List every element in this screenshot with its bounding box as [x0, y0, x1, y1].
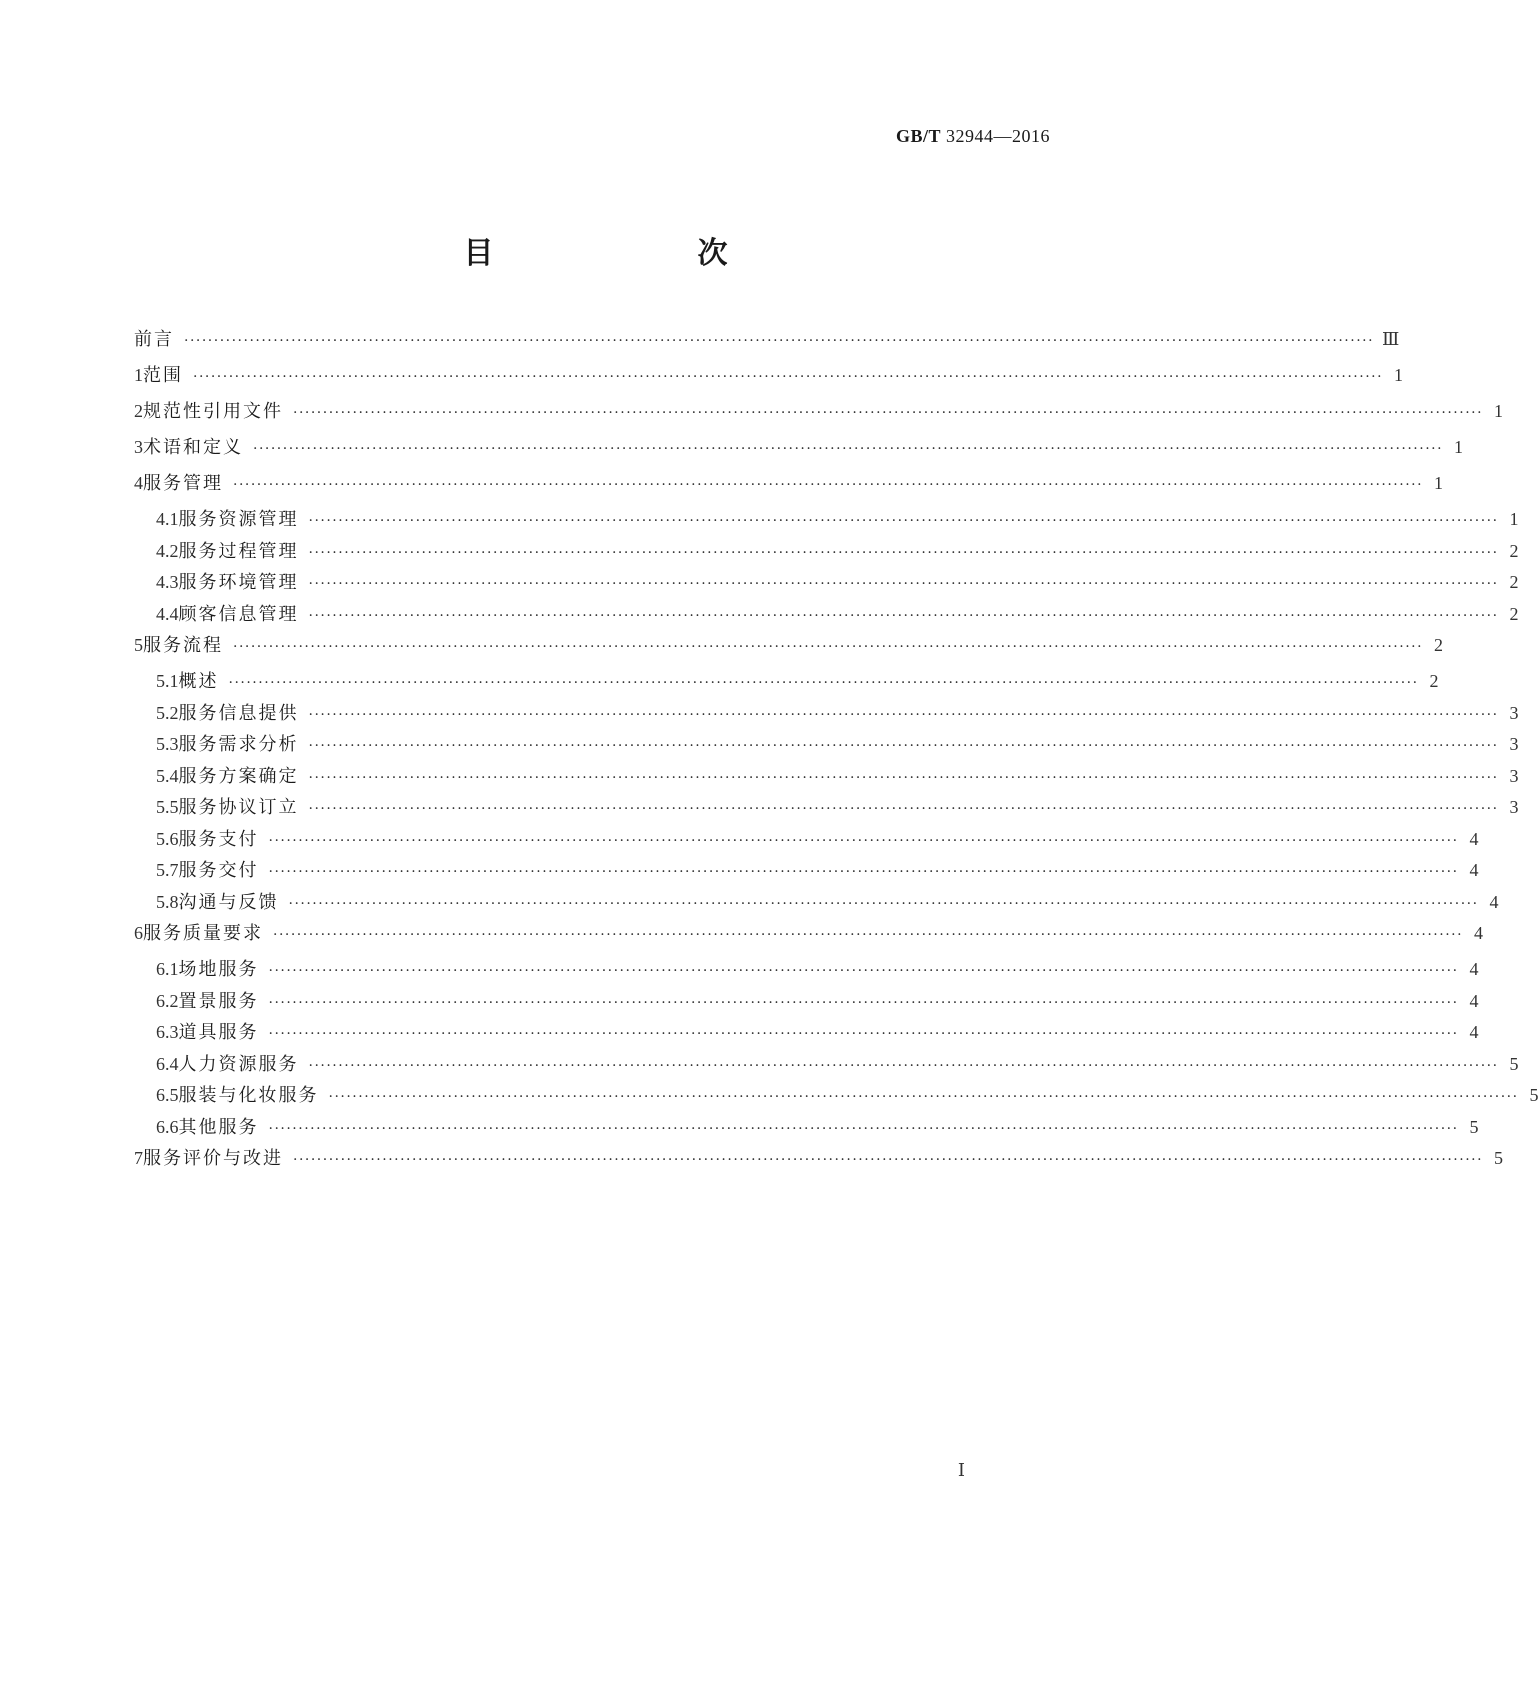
- toc-entry[interactable]: [134, 603, 1519, 635]
- dot-leader: ········································································································································································································: [268, 864, 1459, 880]
- toc-entry-label: 前言: [134, 329, 174, 350]
- dot-leader: ········································································································································································································: [253, 441, 1444, 457]
- toc-entry-number: 6.4: [156, 1053, 179, 1074]
- toc-entry[interactable]: [134, 891, 1499, 923]
- dot-leader: ········································································································································································································: [308, 544, 1499, 561]
- toc-entry[interactable]: [134, 922, 1484, 958]
- toc-entry-page: 4: [1489, 891, 1499, 912]
- toc-entry-number: 5: [134, 635, 143, 655]
- toc-entry[interactable]: [134, 540, 1519, 572]
- toc-entry-label: 道具服务: [178, 1022, 259, 1043]
- toc-entry-number: 5.3: [156, 734, 179, 754]
- toc-entry-number: 6.3: [156, 1022, 179, 1042]
- toc-entry-label: 规范性引用文件: [143, 401, 283, 422]
- toc-entry-page: 2: [1509, 603, 1519, 624]
- dot-leader: ········································································································································································································: [228, 675, 1419, 691]
- toc-entry[interactable]: [134, 733, 1519, 765]
- toc-entry-page: 3: [1509, 797, 1519, 817]
- toc-entry-label: 服务过程管理: [178, 540, 299, 562]
- dot-leader: ········································································································································································································: [308, 1057, 1499, 1074]
- toc-entry[interactable]: [134, 828, 1479, 860]
- toc-entry-label: 服务管理: [143, 473, 223, 494]
- toc-entry[interactable]: [134, 1053, 1519, 1085]
- toc-entry-page: 1: [1509, 509, 1519, 529]
- toc-entry-label: 服务资源管理: [178, 509, 299, 530]
- toc-entry[interactable]: [134, 1116, 1479, 1148]
- toc-entry[interactable]: [134, 508, 1519, 540]
- dot-leader: ········································································································································································································: [268, 963, 1459, 979]
- toc-entry-label: 术语和定义: [143, 437, 243, 458]
- toc-entry-page: 1: [1434, 473, 1444, 493]
- toc-entry-page: 4: [1474, 923, 1484, 943]
- dot-leader: ········································································································································································································: [328, 1089, 1519, 1105]
- dot-leader: ········································································································································································································: [293, 1152, 1484, 1168]
- toc-entry-number: 4.3: [156, 572, 179, 592]
- dot-leader: ········································································································································································································: [308, 738, 1499, 754]
- toc-entry-number: 4.1: [156, 509, 179, 529]
- toc-entry-label: 服务环境管理: [178, 572, 299, 593]
- standard-prefix: GB/T: [895, 126, 941, 146]
- toc-entry-number: 3: [134, 437, 143, 457]
- toc-entry[interactable]: [134, 1084, 1539, 1116]
- toc-entry[interactable]: [134, 400, 1504, 436]
- toc-entry-label: 服务流程: [143, 635, 223, 656]
- dot-leader: ········································································································································································································: [293, 405, 1484, 421]
- toc-entry-label: 人力资源服务: [178, 1053, 299, 1075]
- toc-entry-label: 范围: [143, 365, 183, 386]
- toc-entry-page: 2: [1509, 572, 1519, 592]
- toc-entry[interactable]: [134, 796, 1519, 828]
- dot-leader: ········································································································································································································: [268, 832, 1459, 849]
- toc-entry-number: 2: [134, 401, 143, 421]
- toc-entry-label: 服务交付: [178, 860, 259, 881]
- toc-entry-page: 4: [1469, 828, 1479, 849]
- dot-leader: ········································································································································································································: [233, 477, 1424, 493]
- dot-leader: ········································································································································································································: [268, 994, 1459, 1011]
- toc-entry[interactable]: [134, 990, 1479, 1022]
- toc-entry-number: 7: [134, 1148, 143, 1168]
- toc-entry-label: 场地服务: [178, 959, 259, 980]
- toc-entry-page: 5: [1494, 1148, 1504, 1168]
- toc-entry-page: 2: [1429, 671, 1439, 691]
- toc-entry-number: 4.2: [156, 540, 179, 561]
- toc-entry[interactable]: [134, 571, 1519, 603]
- toc-entry-label: 服装与化妆服务: [178, 1085, 319, 1106]
- standard-code: [896, 126, 1050, 147]
- toc-entry-number: 5.4: [156, 765, 179, 786]
- toc-entry-page: 2: [1434, 635, 1444, 655]
- page-number: Ⅰ: [957, 1460, 965, 1480]
- toc-entry-number: 5.5: [156, 797, 179, 817]
- toc-entry-page: 5: [1529, 1085, 1539, 1105]
- toc-entry-number: 5.8: [156, 891, 179, 912]
- toc-entry-label: 其他服务: [178, 1116, 259, 1138]
- toc-entry-label: 顾客信息管理: [178, 603, 299, 625]
- toc-entry-number: 5.1: [156, 671, 179, 691]
- toc-entry-number: 6.1: [156, 959, 179, 979]
- toc-entry[interactable]: [134, 364, 1404, 400]
- toc-entry-page: 3: [1509, 734, 1519, 754]
- toc-entry-page: 4: [1469, 860, 1479, 880]
- dot-leader: ········································································································································································································: [268, 1026, 1459, 1042]
- dot-leader: ········································································································································································································: [308, 769, 1499, 786]
- toc-entry[interactable]: [134, 859, 1479, 891]
- toc-entry-label: 服务质量要求: [143, 923, 263, 944]
- toc-entry-label: 概述: [178, 671, 219, 692]
- dot-leader: ········································································································································································································: [268, 1120, 1459, 1137]
- dot-leader: ········································································································································································································: [233, 639, 1424, 655]
- toc-entry-label: 沟通与反馈: [178, 891, 279, 913]
- toc-entry-page: 1: [1494, 401, 1504, 421]
- toc-entry-page: 4: [1469, 959, 1479, 979]
- dot-leader: ········································································································································································································: [308, 801, 1499, 817]
- toc-entry-number: 6.6: [156, 1116, 179, 1137]
- toc-entry-page: 2: [1509, 540, 1519, 561]
- dot-leader: ········································································································································································································: [308, 576, 1499, 592]
- toc-entry-number: 6.2: [156, 990, 179, 1011]
- toc-entry-number: 1: [134, 365, 143, 385]
- toc-entry-label: 服务评价与改进: [143, 1148, 283, 1169]
- toc-entry-label: 服务方案确定: [178, 765, 299, 787]
- toc-entry-page: 1: [1454, 437, 1464, 457]
- dot-leader: ········································································································································································································: [184, 333, 1375, 349]
- toc-title: 目 次: [463, 236, 776, 271]
- toc-entry[interactable]: [134, 472, 1444, 508]
- toc-entry-page: Ⅲ: [1382, 329, 1400, 349]
- toc-entry[interactable]: [134, 765, 1519, 797]
- dot-leader: ········································································································································································································: [193, 369, 1384, 385]
- dot-leader: ········································································································································································································: [273, 927, 1464, 943]
- dot-leader: ········································································································································································································: [288, 895, 1479, 912]
- toc-entry-number: 5.2: [156, 702, 179, 723]
- toc-entry-label: 置景服务: [178, 990, 259, 1012]
- toc-entry-page: 1: [1394, 365, 1404, 385]
- toc-entry-page: 4: [1469, 1022, 1479, 1042]
- toc-entry-page: 4: [1469, 990, 1479, 1011]
- toc-entry-label: 服务支付: [178, 828, 259, 850]
- toc-entry-page: 3: [1509, 702, 1519, 723]
- toc-entry-page: 5: [1469, 1116, 1479, 1137]
- toc-entry-page: 3: [1509, 765, 1519, 786]
- toc-entry[interactable]: [134, 436, 1464, 472]
- toc-entry[interactable]: [134, 328, 1400, 364]
- toc-entry[interactable]: [134, 1021, 1479, 1053]
- toc-entry-page: 5: [1509, 1053, 1519, 1074]
- toc-entry[interactable]: [134, 958, 1479, 990]
- toc-entry[interactable]: [134, 702, 1519, 734]
- toc-entry-label: 服务需求分析: [178, 734, 299, 755]
- toc-entry-number: 4: [134, 473, 143, 493]
- toc-entry[interactable]: [134, 634, 1444, 670]
- standard-number: 32944—2016: [946, 126, 1050, 146]
- toc-entry[interactable]: [134, 1147, 1504, 1183]
- toc-entry-number: 6.5: [156, 1085, 179, 1105]
- toc-entry-number: 6: [134, 923, 143, 943]
- toc-entry-number: 5.7: [156, 860, 179, 880]
- toc-entry-number: 5.6: [156, 828, 179, 849]
- toc-entry-label: 服务协议订立: [178, 797, 299, 818]
- dot-leader: ········································································································································································································: [308, 513, 1499, 529]
- table-of-contents: [134, 328, 1539, 1183]
- dot-leader: ········································································································································································································: [308, 706, 1499, 723]
- dot-leader: ········································································································································································································: [308, 607, 1499, 624]
- toc-entry-label: 服务信息提供: [178, 702, 299, 724]
- toc-entry-number: 4.4: [156, 603, 179, 624]
- toc-entry[interactable]: [134, 670, 1439, 702]
